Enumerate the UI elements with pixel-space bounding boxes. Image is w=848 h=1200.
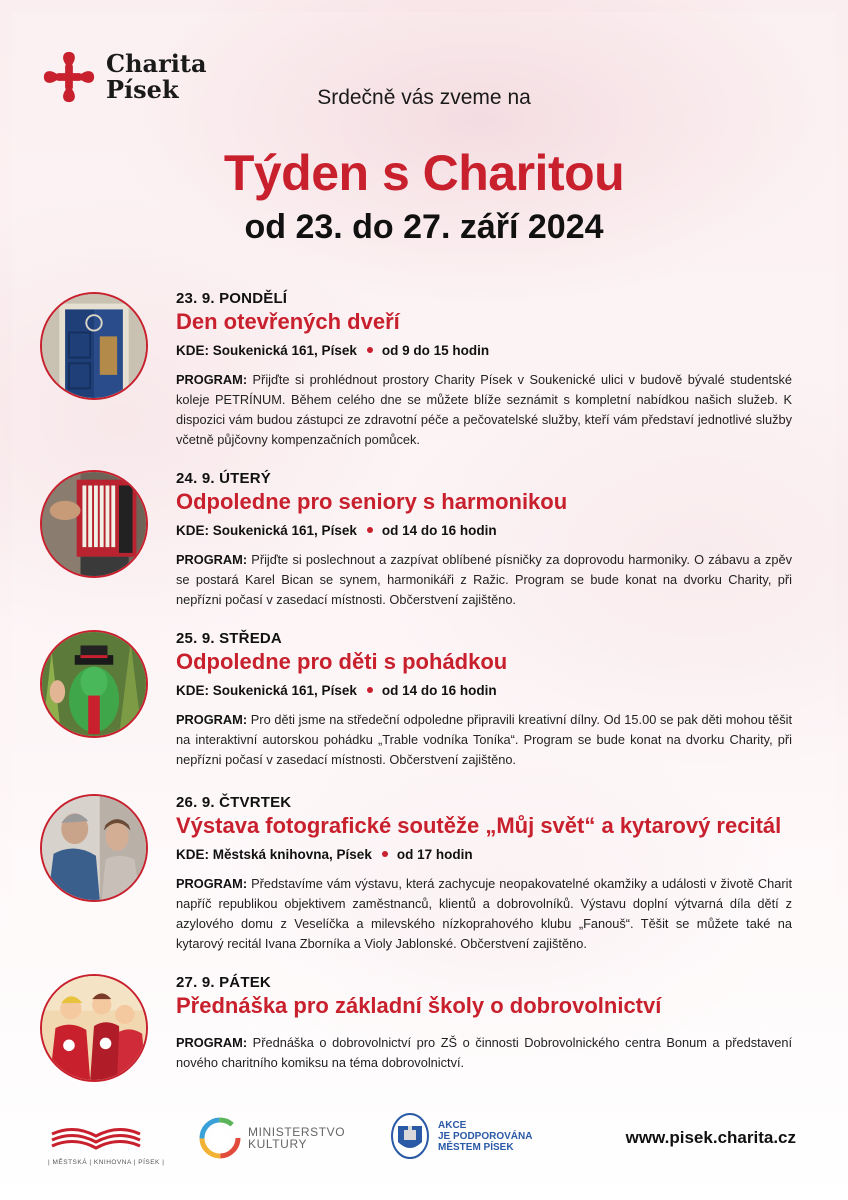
separator-dot	[367, 687, 373, 693]
event-title: Přednáška pro základní školy o dobrovolnictví	[176, 993, 662, 1018]
event-day: 26. 9. ČTVRTEK	[176, 794, 292, 811]
event-program: PROGRAM: Přijďte si prohlédnout prostory Charity Písek v Soukenické ulici v budově bývalé studentské koleje PETRÍNUM. Během celého dne se můžete blíže seznámit s kompletní nabídkou našich služeb. K dispozici vám budou zástupci ze zdravotní péče a pečovatelské služby, kteří vám představí jednotlivé služby včetně půjčovny kompenzačních pomůcek.	[176, 372, 792, 447]
footer	[0, 1112, 848, 1172]
event-day: 25. 9. STŘEDA	[176, 630, 282, 647]
city-crest-icon	[390, 1112, 430, 1160]
invite-text: Srdečně vás zveme na	[317, 86, 531, 109]
event-photo-waterman	[40, 630, 148, 738]
seniors-photo-icon	[42, 796, 146, 900]
event-program: PROGRAM: Přijďte si poslechnout a zazpívat oblíbené písničky za doprovodu harmoniky. O zábavu a zpěv se postará Karel Bican se synem, harmonikáři z Ražic. Program se bude konat na dvorku Charity, při nepřízni počasí v zasedací místnosti. Občerstvení zajištěno.	[176, 552, 792, 607]
event-title: Den otevřených dveří	[176, 309, 400, 334]
event-photo-accordion	[40, 470, 148, 578]
event-location: KDE: Soukenická 161, Písek od 14 do 16 hodin	[176, 523, 497, 538]
separator-dot	[382, 851, 388, 857]
event-day: 23. 9. PONDĚLÍ	[176, 290, 288, 307]
event-program: PROGRAM: Pro děti jsme na středeční odpoledne připravili kreativní dílny. Od 15.00 se pak děti mohou těšit na interaktivní autorskou pohádku „Trable vodníka Toníka“. Program se bude konat na dvorku Charity, při nepřízni počasí v zasedací místnosti. Občerstvení zajištěno.	[176, 712, 792, 767]
library-caption: | MĚSTSKÁ | KNIHOVNA | PÍSEK |	[48, 1159, 165, 1166]
event-photo-comic	[40, 974, 148, 1082]
ministry-logo-icon	[198, 1116, 242, 1160]
door-photo-icon	[42, 294, 146, 398]
library-logo	[48, 1120, 165, 1166]
separator-dot	[367, 527, 373, 533]
event-day: 24. 9. ÚTERÝ	[176, 470, 271, 487]
event-program: PROGRAM: Představíme vám výstavu, která zachycuje neopakovatelné okamžiky a události v životě Charit napříč republikou objektivem zaměstnanců, klientů a dobrovolníků. Výstavu doplní výtvarná díla dětí z azylového domu z Veselíčka a milevského nízkoprahového klubu „Fanouš“. Těšit se můžete také na kytarový recitál Ivana Zborníka a Violy Jablonské. Občerstvení zajištěno.	[176, 876, 792, 951]
separator-dot	[367, 347, 373, 353]
event-program: PROGRAM: Přednáška o dobrovolnictví pro ZŠ o činnosti Dobrovolnického centra Bonum a představení nového charitního komiksu na téma dobrovolnictví.	[176, 1035, 792, 1070]
event-photo-seniors	[40, 794, 148, 902]
waterman-photo-icon	[42, 632, 146, 736]
event-location: KDE: Soukenická 161, Písek od 9 do 15 hodin	[176, 343, 490, 358]
event-title: Výstava fotografické soutěže „Můj svět“ a kytarový recitál	[176, 813, 782, 838]
event-title: Odpoledne pro seniory s harmonikou	[176, 489, 568, 514]
event-title: Odpoledne pro děti s pohádkou	[176, 649, 508, 674]
event-location: KDE: Městská knihovna, Písek od 17 hodin	[176, 847, 473, 862]
website-link[interactable]: www.pisek.charita.cz	[625, 1128, 796, 1147]
comic-photo-icon	[42, 976, 146, 1080]
brand-line1: Charita	[106, 49, 207, 78]
page-title: Týden s Charitou	[223, 145, 625, 201]
date-range: od 23. do 27. září 2024	[244, 208, 604, 246]
ministry-logo	[198, 1116, 345, 1160]
event-day: 27. 9. PÁTEK	[176, 974, 271, 991]
city-support-text: AKCE JE PODPOROVÁNA MĚSTEM PÍSEK	[438, 1119, 533, 1153]
accordion-photo-icon	[42, 472, 146, 576]
event-photo-door	[40, 292, 148, 400]
brand-line2: Písek	[106, 75, 179, 104]
event-location: KDE: Soukenická 161, Písek od 14 do 16 hodin	[176, 683, 497, 698]
city-support-logo	[390, 1112, 532, 1160]
ministry-text: MINISTERSTVO KULTURY	[248, 1125, 346, 1151]
library-logo-icon	[48, 1120, 144, 1150]
